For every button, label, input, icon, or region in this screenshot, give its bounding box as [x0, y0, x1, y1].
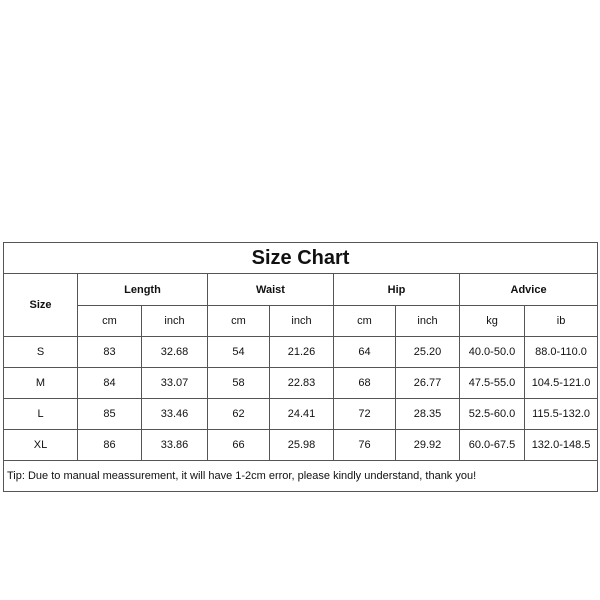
- table-cell: 54: [208, 337, 270, 368]
- table-cell: 115.5-132.0: [525, 399, 598, 430]
- unit-header: cm: [334, 306, 396, 337]
- table-cell: 29.92: [396, 430, 460, 461]
- table-row: [4, 399, 598, 430]
- table-cell: 25.20: [396, 337, 460, 368]
- table-cell: 40.0-50.0: [460, 337, 525, 368]
- table-cell: 32.68: [142, 337, 208, 368]
- group-header-hip: Hip: [334, 274, 460, 306]
- table-cell: 85: [78, 399, 142, 430]
- size-header: Size: [4, 274, 78, 337]
- table-cell: 22.83: [270, 368, 334, 399]
- size-cell: S: [4, 337, 78, 368]
- unit-header: inch: [396, 306, 460, 337]
- size-cell: L: [4, 399, 78, 430]
- table-row: [4, 337, 598, 368]
- table-cell: 47.5-55.0: [460, 368, 525, 399]
- table-cell: 62: [208, 399, 270, 430]
- unit-header: ib: [525, 306, 598, 337]
- table-cell: 104.5-121.0: [525, 368, 598, 399]
- size-table: [3, 242, 598, 492]
- unit-header: kg: [460, 306, 525, 337]
- table-row: [4, 368, 598, 399]
- table-cell: 132.0-148.5: [525, 430, 598, 461]
- table-cell: 26.77: [396, 368, 460, 399]
- table-cell: 21.26: [270, 337, 334, 368]
- group-header-waist: Waist: [208, 274, 334, 306]
- size-cell: M: [4, 368, 78, 399]
- tip-note: Tip: Due to manual meassurement, it will have 1-2cm error, please kindly understand, thank you!: [4, 461, 598, 492]
- table-row: [4, 430, 598, 461]
- table-cell: 68: [334, 368, 396, 399]
- table-cell: 24.41: [270, 399, 334, 430]
- table-cell: 60.0-67.5: [460, 430, 525, 461]
- unit-header: inch: [270, 306, 334, 337]
- table-cell: 66: [208, 430, 270, 461]
- table-cell: 25.98: [270, 430, 334, 461]
- table-cell: 58: [208, 368, 270, 399]
- table-cell: 28.35: [396, 399, 460, 430]
- table-cell: 33.46: [142, 399, 208, 430]
- size-cell: XL: [4, 430, 78, 461]
- unit-header: cm: [208, 306, 270, 337]
- unit-header: inch: [142, 306, 208, 337]
- table-cell: 33.07: [142, 368, 208, 399]
- table-cell: 84: [78, 368, 142, 399]
- table-cell: 33.86: [142, 430, 208, 461]
- group-header-advice: Advice: [460, 274, 598, 306]
- group-header-length: Length: [78, 274, 208, 306]
- unit-header: cm: [78, 306, 142, 337]
- table-cell: 86: [78, 430, 142, 461]
- table-cell: 52.5-60.0: [460, 399, 525, 430]
- chart-title: Size Chart: [4, 243, 598, 274]
- size-chart: [3, 242, 597, 492]
- table-cell: 76: [334, 430, 396, 461]
- table-cell: 83: [78, 337, 142, 368]
- table-cell: 64: [334, 337, 396, 368]
- table-cell: 88.0-110.0: [525, 337, 598, 368]
- table-cell: 72: [334, 399, 396, 430]
